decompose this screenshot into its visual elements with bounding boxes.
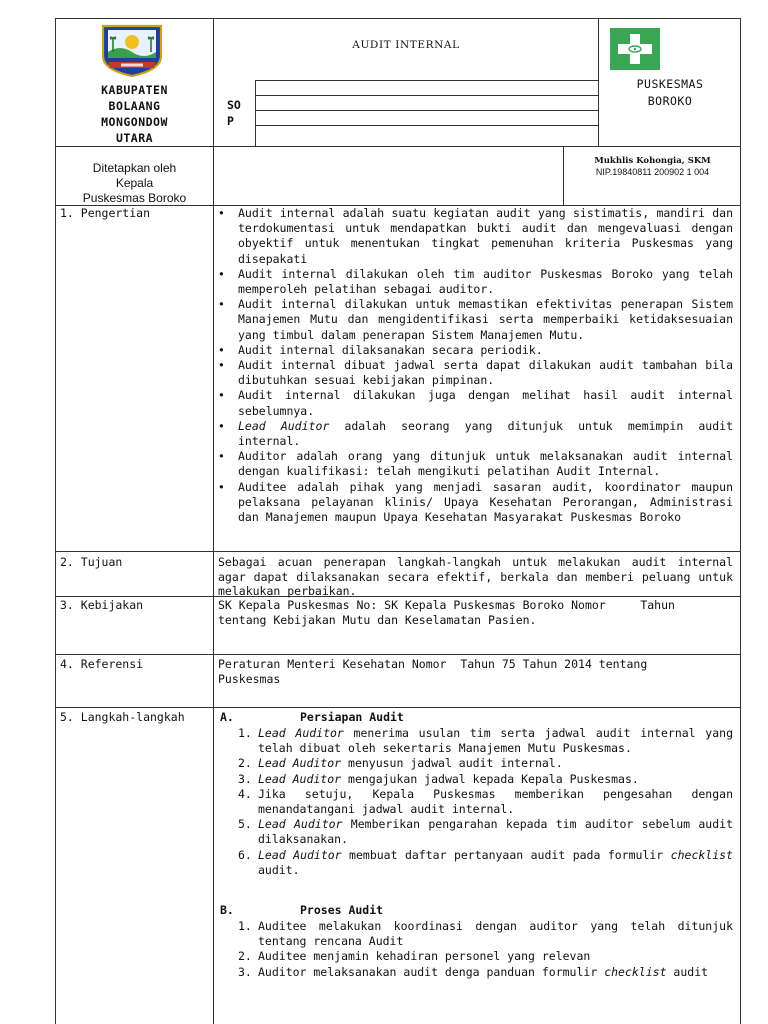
signer-nip: NIP.19840811 200902 1 004 [595, 167, 710, 177]
pengertian-item: • Auditee adalah pihak yang menjadi sasaran audit, koordinator maupun pelaksana pelayanan klinis/ Upaya Kesehatan Perorangan, Administrasi dan Manajemen maupun Upaya Kesehatan Masyarakat Puskesmas Boroko [215, 480, 733, 526]
langkah-b-title: Proses Audit [300, 903, 384, 917]
langkah-b-item [220, 949, 733, 964]
langkah-a-item [220, 726, 733, 756]
pengertian-item: • Audit internal dibuat jadwal serta dapat dilakukan audit tambahan bila dibutuhkan sesuai kebijakan pimpinan. [215, 358, 733, 388]
item-number: 2. [238, 949, 252, 964]
pengertian-content [215, 206, 733, 525]
kabupaten-emblem-icon [97, 22, 167, 78]
item-text: adalah seorang yang ditunjuk untuk memimpin audit internal. [238, 418, 733, 449]
sop-line-2 [255, 95, 598, 96]
italic-term: Lead Auditor [258, 756, 342, 771]
org-left-line: KABUPATEN [101, 83, 168, 97]
item-text: Auditee melakukan koordinasi dengan auditor yang telah ditunjuk tentang rencana Audit [258, 919, 733, 949]
org-right-line: PUSKESMAS [636, 77, 704, 91]
org-left-line: UTARA [115, 131, 154, 145]
langkah-a-block [220, 710, 733, 878]
langkah-a-item [220, 787, 733, 817]
pengertian-item: • Audit internal adalah suatu kegiatan audit yang sistimatis, mandiri dan terdokumentasi untuk mendapatkan bukti audit dan mengevaluasi dengan obyektif untuk menentukan tingkat pemenuhan kriteria Puskesmas yang disepakati [215, 206, 733, 267]
referensi-line-2: Puskesmas [218, 672, 281, 686]
italic-term: Lead Auditor [258, 817, 343, 832]
referensi-line-1: Peraturan Menteri Kesehatan Nomor Tahun 75 Tahun 2014 tentang [218, 657, 648, 671]
langkah-b-block [220, 903, 733, 980]
signer-name: Mukhlis Kohongia, SKM [594, 156, 711, 166]
section-label-referensi: 4. Referensi [60, 657, 144, 671]
org-right-line: BOROKO [647, 94, 693, 108]
item-number: 4. [238, 786, 252, 801]
sop-line-3 [255, 110, 598, 111]
referensi-top [55, 654, 741, 655]
pengertian-item: • Audit internal dilaksanakan secara periodik. [215, 343, 733, 358]
pengertian-item: • Audit internal dilakukan juga dengan melihat hasil audit internal sebelumnya. [215, 388, 733, 418]
item-number: 6. [238, 847, 252, 862]
border-top [55, 18, 741, 19]
langkah-a-item [220, 817, 733, 847]
puskesmas-logo-icon [610, 28, 660, 70]
org-left-line: MONGONDOW [101, 115, 168, 129]
item-text: Jika setuju, Kepala Puskesmas memberikan pengesahan dengan menandatangani jadwal audit internal. [258, 786, 733, 817]
italic-term: checklist [604, 964, 667, 979]
section-label-tujuan: 2. Tujuan [60, 555, 123, 569]
item-text: mengajukan jadwal kepada Kepala Puskesmas. [341, 771, 639, 786]
langkah-a-heading [220, 710, 733, 726]
item-number: 2. [238, 756, 252, 771]
langkah-b-list [220, 919, 733, 980]
pengertian-item: • Audit internal dilakukan oleh tim auditor Puskesmas Boroko yang telah memperoleh pelatihan sebagai auditor. [215, 267, 733, 297]
sop-label-line: SO [227, 98, 241, 112]
italic-term: Lead Auditor [258, 726, 344, 740]
org-right-name [600, 76, 740, 110]
border-right [740, 18, 741, 1024]
langkah-a-item [220, 772, 733, 787]
sop-label-line: P [227, 114, 234, 128]
pengertian-item: • Audit internal dilakukan untuk memastikan efektivitas penerapan Sistem Manajemen Mutu dan mengidentifikasi serta memperbaiki ketidaksesuaian yang timbul dalam penerapan Sistem Manajemen Mutu. [215, 297, 733, 343]
section-label-langkah: 5. Langkah-langkah [60, 710, 185, 724]
sop-divider [255, 80, 256, 147]
sop-line-1 [255, 80, 598, 81]
item-text: membuat daftar pertanyaan audit pada formulir [341, 847, 671, 862]
italic-term: Lead Auditor [258, 847, 342, 862]
item-text: audit. [258, 862, 300, 877]
ditetapkan-block [58, 161, 211, 207]
section-label-kebijakan: 3. Kebijakan [60, 598, 144, 612]
item-text: menyusun jadwal audit internal. [341, 756, 563, 771]
tujuan-top [55, 551, 741, 552]
sop-label [227, 97, 253, 129]
sop-line-4 [255, 125, 598, 126]
section-label-pengertian: 1. Pengertian [60, 206, 151, 220]
item-text: Memberikan pengarahan kepada tim auditor sebelum audit dilaksanakan. [258, 817, 733, 847]
ditetapkan-line: Kepala [115, 176, 154, 191]
item-number: 3. [238, 964, 252, 979]
border-left [55, 18, 56, 1024]
ditetapkan-line: Puskesmas Boroko [82, 191, 187, 206]
item-number: 1. [238, 726, 252, 740]
item-text: audit [666, 964, 709, 979]
langkah-b-letter: B. [220, 903, 234, 917]
org-left-name [58, 82, 211, 146]
ditetapkan-line: Ditetapkan oleh [92, 161, 177, 175]
org-left-line: BOLAANG [108, 99, 161, 113]
italic-term: Lead Auditor [238, 418, 330, 433]
langkah-top [55, 707, 741, 708]
header-divider [55, 146, 741, 147]
tujuan-text: Sebagai acuan penerapan langkah-langkah untuk melakukan audit internal agar dapat dilaksanakan secara efektif, berkala dan memberi peluang untuk melakukan perbaikan. [218, 555, 733, 598]
item-text: Auditor melaksanakan audit denga panduan formulir [258, 964, 605, 979]
col-divider-right-top [598, 18, 599, 147]
pengertian-list [215, 206, 733, 525]
langkah-a-title: Persiapan Audit [300, 710, 404, 724]
langkah-a-item [220, 756, 733, 771]
italic-term: Lead Auditor [258, 771, 342, 786]
pengertian-item [215, 419, 733, 449]
langkah-a-item [220, 848, 733, 878]
kebijakan-line-1: SK Kepala Puskesmas No: SK Kepala Puskesmas Boroko Nomor Tahun [218, 598, 675, 612]
item-text: Auditee menjamin kehadiran personel yang relevan [258, 949, 591, 964]
item-number: 5. [238, 817, 252, 832]
langkah-a-list [220, 726, 733, 878]
item-text: menerima usulan tim serta jadwal audit internal yang telah dibuat oleh sekertaris Manajemen Mutu Puskesmas. [258, 726, 733, 756]
pengertian-item: • Auditor adalah orang yang ditunjuk untuk melaksanakan audit internal dengan kualifikasi: telah mengikuti pelatihan Audit Internal. [215, 449, 733, 479]
sign-divider [563, 146, 564, 206]
langkah-b-heading [220, 903, 733, 919]
langkah-b-item [220, 965, 733, 980]
item-number: 3. [238, 771, 252, 786]
kebijakan-line-2: tentang Kebijakan Mutu dan Keselamatan Pasien. [218, 613, 537, 627]
item-number: 1. [238, 919, 252, 933]
col-divider-left [213, 18, 214, 1024]
doc-title: AUDIT INTERNAL [352, 39, 460, 51]
langkah-b-item [220, 919, 733, 949]
langkah-a-letter: A. [220, 710, 234, 724]
italic-term: checklist [670, 847, 733, 862]
